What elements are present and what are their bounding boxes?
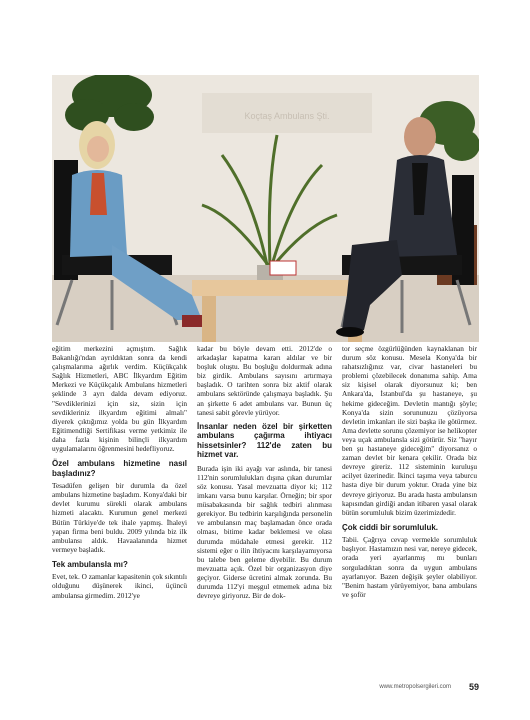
question-heading: İnsanlar neden özel bir şirketten ambulans çağırma ihtiyacı hissetsinler? 112'de zaten bu hizmet var. [197, 421, 332, 460]
paragraph: Tabii. Çağrıya cevap vermekle sorumluluk başlıyor. Hastamızın nesi var, nereye gidecek, orada yeri ayarlanmış mı bunları sorguladıktan sonra da uygun ambulans ayarlanıyor. Bazen değişik şeyler olabiliyor. "Benim hastam yürüyemiyor, bana ambulans ve şoför [342, 535, 477, 599]
paragraph: Burada işin iki ayağı var aslında, bir tanesi 112'nin sorumlulukları dışına çıkan durumlar söz konusu. Yasal mevzuatta diyor ki; 112 imkanı varsa bunu karşılar. Örneğin; bir spor müsabakasında bir sağlık tedbiri alınması gerekiyor. Bu tedbirin karşılığında personelin ve ambulansın maç başlamadan önce orada olması, bitime kadar beklemesi ve olası durumda müdahale etmesi gerekir. 112 sistemi eğer o ilin ihtiyacını karşılayamıyorsa bu talebe ben geleme diyebilir. Bu durum mevzuatta açık. Özel bir organizasyon diye geçiyor. Giderse ücretini almak zorunda. Bu durumda 112'yi meşgul etmemek adına biz devreye giriyoruz. Bir de dok- [197, 463, 332, 601]
wall-sign-text: Koçtaş Ambulans Şti. [244, 111, 330, 121]
section-heading: Tek ambulansla mı? [52, 559, 128, 569]
paragraph: kadar bu böyle devam etti. 2012'de o arkadaşlar kapatma kararı aldılar ve bir boşluk oluştu. Bu boşluğu doldurmak adına biz girdik. Ambulans sayısını artırmaya başladık. O tarihten sonra biz aktif olarak ambulans sektöründe çalışmaya başladık. Şu an şirkette 6 adet ambulans var. Bunun üç tanesi sabit görevle yürüyor. [197, 344, 332, 417]
interview-photo-illustration [52, 75, 479, 342]
footer-url: www.metropolsergileri.com [379, 684, 451, 690]
text-column-3 [342, 344, 477, 604]
paragraph: tor seçme özgürlüğünden kaynaklanan bir durum söz konusu. Mesela Konya'da bir rahatsızlığınız var, civar hastaneleri bu problemi çözebilecek donanıma sahip. Ama siz kişisel olarak diyorsunuz ki; ben Ankara'da, İstanbul'da şu hastaneye, şu hekime gideceğim. Devletin mantığı şöyle; Konya'da sizin sorununuzu çözüyorsa devletin imkanları ile sizi başka ile götürmez. Ama devlette sorunu çözemiyor ise helikopter veya uçak ambulansla sizi götürür. Siz "hayır ben şu hastaneye gideceğim" diyorsanız o zaman devlet bir kenara çekilir. Orada biz devreye gireriz. 112 sisteminin kuruluşu acilyet üzerinedir. İkinci taşıma veya taburcu hasta diye bir durum yoktur. Orada yine biz devreye giriyoruz. Bu arada hasta ambulansın kapısından girdiği andan itibaren yasal olarak bütün sorumluluk bizim üzerimizdedir. [342, 344, 477, 517]
page-footer [52, 682, 479, 696]
paragraph: eğitim merkezini açmıştım. Sağlık Bakanlığı'ndan ayrıldıktan sonra da kendi çalışmalarıma ağırlık verdim. Küçükçalık Sağlık Hizmetleri, ABC İlkyardım Eğitim Merkezi ve Küçükçalık Ambulans hizmetleri şeklinde 3 ayrı dalda devam ediyoruz. "Sevdiklerinizi için siz, sizin için sevdikleriniz ilkyardım eğitimi almalı" diyerek çıktığımız yolda bu gün İlkyardım Eğitimendliği Sertifikası verme yetkimiz ile daha fazla kişinin bilinçli ilkyardım uygulamalarını öğrenmesini hedefliyoruz. [52, 344, 187, 454]
text-column-2 [197, 344, 332, 605]
page-number: 59 [468, 682, 479, 692]
interview-photo [52, 75, 479, 342]
paragraph: Tesadüfen gelişen bir durumla da özel ambulans hizmetine başladım. Konya'daki bir devlet kurumu sürekli olarak ambulans hizmeti alacaktı. Kurumun genel merkezi Bütün Türkiye'de tek ihale yapmış. İhaleyi yapan firma beni buldu. 2009 yılında biz ilk ambulansı aldık. Havaalanında hizmet vermeye başladık. [52, 481, 187, 554]
section-heading: Özel ambulans hizmetine nasıl başladınız? [52, 459, 187, 478]
text-column-1 [52, 344, 187, 605]
paragraph: Evet, tek. O zamanlar kapasitenin çok sıkıntılı olduğunu düşünerek ikinci, üçüncü ambulansa girmedim. 2012'ye [52, 572, 187, 600]
section-heading: Çok ciddi bir sorumluluk. [342, 522, 439, 532]
